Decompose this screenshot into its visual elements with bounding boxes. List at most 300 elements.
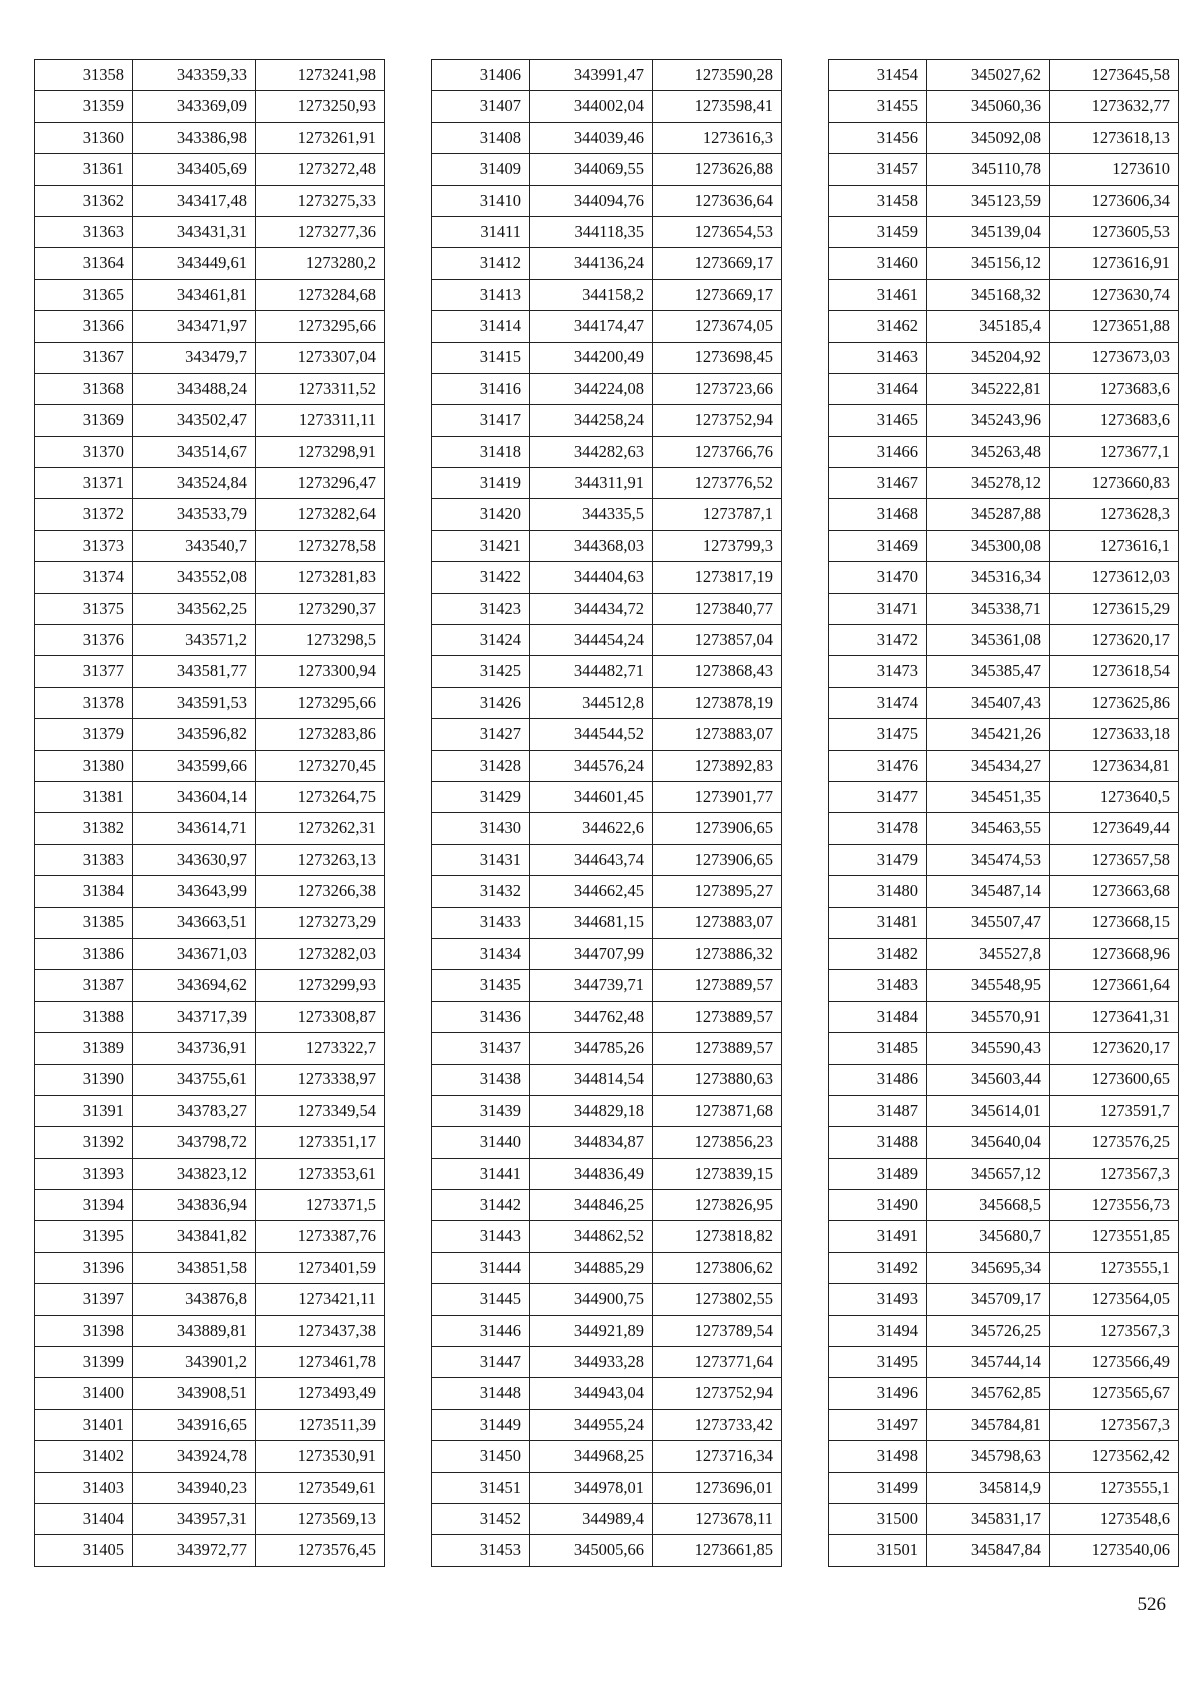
table-row [432, 1127, 782, 1158]
table-row [829, 1158, 1179, 1189]
y-coordinate-cell: 1273889,57 [653, 1001, 782, 1032]
point-number-cell: 31445 [432, 1284, 530, 1315]
y-coordinate-cell: 1273461,78 [256, 1347, 385, 1378]
y-coordinate-cell: 1273610 [1050, 154, 1179, 185]
table-row [432, 436, 782, 467]
table-row [829, 279, 1179, 310]
table-row [432, 813, 782, 844]
x-coordinate-cell: 343359,33 [133, 60, 256, 91]
point-number-cell: 31400 [35, 1378, 133, 1409]
y-coordinate-cell: 1273878,19 [653, 687, 782, 718]
table-row [432, 970, 782, 1001]
y-coordinate-cell: 1273856,23 [653, 1127, 782, 1158]
table-row [432, 185, 782, 216]
x-coordinate-cell: 343479,7 [133, 342, 256, 373]
point-number-cell: 31430 [432, 813, 530, 844]
point-number-cell: 31381 [35, 781, 133, 812]
point-number-cell: 31470 [829, 562, 927, 593]
point-number-cell: 31452 [432, 1503, 530, 1534]
point-number-cell: 31419 [432, 468, 530, 499]
x-coordinate-cell: 344368,03 [530, 530, 653, 561]
y-coordinate-cell: 1273616,3 [653, 122, 782, 153]
y-coordinate-cell: 1273555,1 [1050, 1472, 1179, 1503]
x-coordinate-cell: 343836,94 [133, 1190, 256, 1221]
table-row [35, 499, 385, 530]
y-coordinate-cell: 1273270,45 [256, 750, 385, 781]
x-coordinate-cell: 343552,08 [133, 562, 256, 593]
x-coordinate-cell: 345527,8 [927, 938, 1050, 969]
point-number-cell: 31411 [432, 216, 530, 247]
table-row [829, 1472, 1179, 1503]
coordinate-table-body [432, 60, 782, 1567]
point-number-cell: 31461 [829, 279, 927, 310]
point-number-cell: 31465 [829, 405, 927, 436]
y-coordinate-cell: 1273615,29 [1050, 593, 1179, 624]
table-row [35, 405, 385, 436]
point-number-cell: 31386 [35, 938, 133, 969]
table-row [432, 1064, 782, 1095]
point-number-cell: 31373 [35, 530, 133, 561]
table-row [829, 844, 1179, 875]
x-coordinate-cell: 343524,84 [133, 468, 256, 499]
table-row [432, 279, 782, 310]
point-number-cell: 31423 [432, 593, 530, 624]
y-coordinate-cell: 1273322,7 [256, 1033, 385, 1064]
y-coordinate-cell: 1273264,75 [256, 781, 385, 812]
y-coordinate-cell: 1273555,1 [1050, 1252, 1179, 1283]
table-row [432, 1033, 782, 1064]
table-row [432, 781, 782, 812]
table-row [35, 1252, 385, 1283]
point-number-cell: 31496 [829, 1378, 927, 1409]
point-number-cell: 31489 [829, 1158, 927, 1189]
y-coordinate-cell: 1273906,65 [653, 844, 782, 875]
y-coordinate-cell: 1273567,3 [1050, 1158, 1179, 1189]
y-coordinate-cell: 1273625,86 [1050, 687, 1179, 718]
table-row [35, 1472, 385, 1503]
x-coordinate-cell: 344885,29 [530, 1252, 653, 1283]
table-row [432, 1472, 782, 1503]
y-coordinate-cell: 1273351,17 [256, 1127, 385, 1158]
y-coordinate-cell: 1273668,15 [1050, 907, 1179, 938]
point-number-cell: 31367 [35, 342, 133, 373]
y-coordinate-cell: 1273295,66 [256, 311, 385, 342]
x-coordinate-cell: 345316,34 [927, 562, 1050, 593]
point-number-cell: 31436 [432, 1001, 530, 1032]
y-coordinate-cell: 1273802,55 [653, 1284, 782, 1315]
x-coordinate-cell: 343604,14 [133, 781, 256, 812]
table-row [35, 1409, 385, 1440]
table-row [35, 1221, 385, 1252]
x-coordinate-cell: 345762,85 [927, 1378, 1050, 1409]
y-coordinate-cell: 1273549,61 [256, 1472, 385, 1503]
table-row [829, 468, 1179, 499]
x-coordinate-cell: 343405,69 [133, 154, 256, 185]
point-number-cell: 31398 [35, 1315, 133, 1346]
x-coordinate-cell: 345726,25 [927, 1315, 1050, 1346]
point-number-cell: 31431 [432, 844, 530, 875]
y-coordinate-cell: 1273806,62 [653, 1252, 782, 1283]
x-coordinate-cell: 344989,4 [530, 1503, 653, 1534]
table-row [35, 1158, 385, 1189]
x-coordinate-cell: 343417,48 [133, 185, 256, 216]
table-row [829, 1347, 1179, 1378]
y-coordinate-cell: 1273766,76 [653, 436, 782, 467]
y-coordinate-cell: 1273698,45 [653, 342, 782, 373]
y-coordinate-cell: 1273818,82 [653, 1221, 782, 1252]
y-coordinate-cell: 1273889,57 [653, 970, 782, 1001]
point-number-cell: 31447 [432, 1347, 530, 1378]
x-coordinate-cell: 345361,08 [927, 625, 1050, 656]
point-number-cell: 31365 [35, 279, 133, 310]
x-coordinate-cell: 345421,26 [927, 719, 1050, 750]
point-number-cell: 31420 [432, 499, 530, 530]
y-coordinate-cell: 1273566,49 [1050, 1347, 1179, 1378]
point-number-cell: 31374 [35, 562, 133, 593]
point-number-cell: 31393 [35, 1158, 133, 1189]
x-coordinate-cell: 344576,24 [530, 750, 653, 781]
point-number-cell: 31497 [829, 1409, 927, 1440]
x-coordinate-cell: 343431,31 [133, 216, 256, 247]
y-coordinate-cell: 1273298,91 [256, 436, 385, 467]
table-row [829, 216, 1179, 247]
point-number-cell: 31379 [35, 719, 133, 750]
table-row [35, 687, 385, 718]
table-row [829, 1221, 1179, 1252]
table-row [829, 436, 1179, 467]
table-row [432, 625, 782, 656]
table-row [35, 373, 385, 404]
point-number-cell: 31462 [829, 311, 927, 342]
table-row [35, 938, 385, 969]
point-number-cell: 31442 [432, 1190, 530, 1221]
table-row [35, 625, 385, 656]
point-number-cell: 31473 [829, 656, 927, 687]
y-coordinate-cell: 1273556,73 [1050, 1190, 1179, 1221]
table-row [829, 60, 1179, 91]
point-number-cell: 31417 [432, 405, 530, 436]
x-coordinate-cell: 343591,53 [133, 687, 256, 718]
y-coordinate-cell: 1273892,83 [653, 750, 782, 781]
point-number-cell: 31384 [35, 876, 133, 907]
y-coordinate-cell: 1273273,29 [256, 907, 385, 938]
point-number-cell: 31491 [829, 1221, 927, 1252]
x-coordinate-cell: 345487,14 [927, 876, 1050, 907]
y-coordinate-cell: 1273641,31 [1050, 1001, 1179, 1032]
y-coordinate-cell: 1273616,1 [1050, 530, 1179, 561]
x-coordinate-cell: 343991,47 [530, 60, 653, 91]
x-coordinate-cell: 345338,71 [927, 593, 1050, 624]
point-number-cell: 31457 [829, 154, 927, 185]
table-row [35, 248, 385, 279]
x-coordinate-cell: 345814,9 [927, 1472, 1050, 1503]
table-row [829, 907, 1179, 938]
x-coordinate-cell: 344846,25 [530, 1190, 653, 1221]
point-number-cell: 31437 [432, 1033, 530, 1064]
point-number-cell: 31406 [432, 60, 530, 91]
y-coordinate-cell: 1273606,34 [1050, 185, 1179, 216]
point-number-cell: 31460 [829, 248, 927, 279]
point-number-cell: 31399 [35, 1347, 133, 1378]
x-coordinate-cell: 345451,35 [927, 781, 1050, 812]
x-coordinate-cell: 345407,43 [927, 687, 1050, 718]
y-coordinate-cell: 1273493,49 [256, 1378, 385, 1409]
x-coordinate-cell: 343471,97 [133, 311, 256, 342]
x-coordinate-cell: 343957,31 [133, 1503, 256, 1534]
y-coordinate-cell: 1273616,91 [1050, 248, 1179, 279]
y-coordinate-cell: 1273840,77 [653, 593, 782, 624]
y-coordinate-cell: 1273789,54 [653, 1315, 782, 1346]
table-row [35, 122, 385, 153]
table-row [35, 1347, 385, 1378]
y-coordinate-cell: 1273683,6 [1050, 373, 1179, 404]
y-coordinate-cell: 1273298,5 [256, 625, 385, 656]
table-row [829, 813, 1179, 844]
y-coordinate-cell: 1273281,83 [256, 562, 385, 593]
table-row [432, 1190, 782, 1221]
y-coordinate-cell: 1273548,6 [1050, 1503, 1179, 1534]
point-number-cell: 31390 [35, 1064, 133, 1095]
point-number-cell: 31459 [829, 216, 927, 247]
point-number-cell: 31480 [829, 876, 927, 907]
point-number-cell: 31433 [432, 907, 530, 938]
table-row [829, 781, 1179, 812]
x-coordinate-cell: 343643,99 [133, 876, 256, 907]
table-row [829, 311, 1179, 342]
y-coordinate-cell: 1273278,58 [256, 530, 385, 561]
table-row [432, 1252, 782, 1283]
y-coordinate-cell: 1273669,17 [653, 279, 782, 310]
table-row [35, 750, 385, 781]
point-number-cell: 31441 [432, 1158, 530, 1189]
y-coordinate-cell: 1273626,88 [653, 154, 782, 185]
x-coordinate-cell: 344434,72 [530, 593, 653, 624]
point-number-cell: 31495 [829, 1347, 927, 1378]
table-row [829, 1033, 1179, 1064]
point-number-cell: 31366 [35, 311, 133, 342]
table-row [35, 154, 385, 185]
table-row [829, 1535, 1179, 1566]
table-row [829, 876, 1179, 907]
x-coordinate-cell: 345744,14 [927, 1347, 1050, 1378]
table-row [829, 499, 1179, 530]
point-number-cell: 31375 [35, 593, 133, 624]
point-number-cell: 31443 [432, 1221, 530, 1252]
table-row [829, 1378, 1179, 1409]
x-coordinate-cell: 345570,91 [927, 1001, 1050, 1032]
table-row [35, 1284, 385, 1315]
x-coordinate-cell: 344200,49 [530, 342, 653, 373]
y-coordinate-cell: 1273857,04 [653, 625, 782, 656]
x-coordinate-cell: 343908,51 [133, 1378, 256, 1409]
x-coordinate-cell: 345300,08 [927, 530, 1050, 561]
y-coordinate-cell: 1273677,1 [1050, 436, 1179, 467]
y-coordinate-cell: 1273275,33 [256, 185, 385, 216]
x-coordinate-cell: 343502,47 [133, 405, 256, 436]
point-number-cell: 31421 [432, 530, 530, 561]
y-coordinate-cell: 1273661,85 [653, 1535, 782, 1566]
y-coordinate-cell: 1273716,34 [653, 1441, 782, 1472]
point-number-cell: 31444 [432, 1252, 530, 1283]
y-coordinate-cell: 1273640,5 [1050, 781, 1179, 812]
x-coordinate-cell: 343940,23 [133, 1472, 256, 1503]
table-row [432, 656, 782, 687]
x-coordinate-cell: 343571,2 [133, 625, 256, 656]
table-row [432, 1158, 782, 1189]
y-coordinate-cell: 1273752,94 [653, 1378, 782, 1409]
x-coordinate-cell: 345603,44 [927, 1064, 1050, 1095]
point-number-cell: 31369 [35, 405, 133, 436]
table-row [35, 216, 385, 247]
table-row [432, 907, 782, 938]
x-coordinate-cell: 345123,59 [927, 185, 1050, 216]
y-coordinate-cell: 1273889,57 [653, 1033, 782, 1064]
point-number-cell: 31387 [35, 970, 133, 1001]
y-coordinate-cell: 1273906,65 [653, 813, 782, 844]
x-coordinate-cell: 344943,04 [530, 1378, 653, 1409]
table-row [432, 1221, 782, 1252]
point-number-cell: 31484 [829, 1001, 927, 1032]
y-coordinate-cell: 1273669,17 [653, 248, 782, 279]
y-coordinate-cell: 1273633,18 [1050, 719, 1179, 750]
point-number-cell: 31422 [432, 562, 530, 593]
y-coordinate-cell: 1273696,01 [653, 1472, 782, 1503]
point-number-cell: 31382 [35, 813, 133, 844]
table-row [432, 719, 782, 750]
x-coordinate-cell: 344136,24 [530, 248, 653, 279]
y-coordinate-cell: 1273296,47 [256, 468, 385, 499]
point-number-cell: 31416 [432, 373, 530, 404]
y-coordinate-cell: 1273901,77 [653, 781, 782, 812]
point-number-cell: 31435 [432, 970, 530, 1001]
table-row [35, 342, 385, 373]
y-coordinate-cell: 1273733,42 [653, 1409, 782, 1440]
point-number-cell: 31388 [35, 1001, 133, 1032]
y-coordinate-cell: 1273567,3 [1050, 1409, 1179, 1440]
table-row [35, 813, 385, 844]
point-number-cell: 31479 [829, 844, 927, 875]
table-row [432, 154, 782, 185]
table-row [829, 593, 1179, 624]
coordinate-table-1 [34, 59, 385, 1567]
point-number-cell: 31395 [35, 1221, 133, 1252]
x-coordinate-cell: 344094,76 [530, 185, 653, 216]
y-coordinate-cell: 1273565,67 [1050, 1378, 1179, 1409]
point-number-cell: 31364 [35, 248, 133, 279]
point-number-cell: 31501 [829, 1535, 927, 1566]
table-row [829, 687, 1179, 718]
table-row [432, 311, 782, 342]
y-coordinate-cell: 1273632,77 [1050, 91, 1179, 122]
y-coordinate-cell: 1273657,58 [1050, 844, 1179, 875]
table-row [35, 907, 385, 938]
y-coordinate-cell: 1273868,43 [653, 656, 782, 687]
point-number-cell: 31478 [829, 813, 927, 844]
point-number-cell: 31389 [35, 1033, 133, 1064]
y-coordinate-cell: 1273282,03 [256, 938, 385, 969]
x-coordinate-cell: 344681,15 [530, 907, 653, 938]
table-row [35, 1033, 385, 1064]
y-coordinate-cell: 1273628,3 [1050, 499, 1179, 530]
table-row [35, 1190, 385, 1221]
point-number-cell: 31385 [35, 907, 133, 938]
point-number-cell: 31499 [829, 1472, 927, 1503]
y-coordinate-cell: 1273551,85 [1050, 1221, 1179, 1252]
table-row [35, 876, 385, 907]
x-coordinate-cell: 343461,81 [133, 279, 256, 310]
y-coordinate-cell: 1273649,44 [1050, 813, 1179, 844]
y-coordinate-cell: 1273576,25 [1050, 1127, 1179, 1158]
table-row [432, 468, 782, 499]
table-row [829, 1409, 1179, 1440]
table-row [829, 1190, 1179, 1221]
table-row [432, 1001, 782, 1032]
x-coordinate-cell: 343581,77 [133, 656, 256, 687]
coordinate-table-body [35, 60, 385, 1567]
table-row [35, 1127, 385, 1158]
table-row [432, 60, 782, 91]
table-row [432, 499, 782, 530]
y-coordinate-cell: 1273530,91 [256, 1441, 385, 1472]
y-coordinate-cell: 1273263,13 [256, 844, 385, 875]
y-coordinate-cell: 1273598,41 [653, 91, 782, 122]
y-coordinate-cell: 1273634,81 [1050, 750, 1179, 781]
y-coordinate-cell: 1273564,05 [1050, 1284, 1179, 1315]
y-coordinate-cell: 1273660,83 [1050, 468, 1179, 499]
y-coordinate-cell: 1273421,11 [256, 1284, 385, 1315]
table-row [829, 562, 1179, 593]
point-number-cell: 31376 [35, 625, 133, 656]
table-row [829, 342, 1179, 373]
x-coordinate-cell: 343798,72 [133, 1127, 256, 1158]
x-coordinate-cell: 343514,67 [133, 436, 256, 467]
x-coordinate-cell: 344118,35 [530, 216, 653, 247]
y-coordinate-cell: 1273618,13 [1050, 122, 1179, 153]
x-coordinate-cell: 343783,27 [133, 1095, 256, 1126]
point-number-cell: 31401 [35, 1409, 133, 1440]
point-number-cell: 31494 [829, 1315, 927, 1346]
y-coordinate-cell: 1273771,64 [653, 1347, 782, 1378]
y-coordinate-cell: 1273663,68 [1050, 876, 1179, 907]
point-number-cell: 31464 [829, 373, 927, 404]
point-number-cell: 31482 [829, 938, 927, 969]
table-row [35, 60, 385, 91]
y-coordinate-cell: 1273723,66 [653, 373, 782, 404]
x-coordinate-cell: 344968,25 [530, 1441, 653, 1472]
point-number-cell: 31463 [829, 342, 927, 373]
x-coordinate-cell: 344224,08 [530, 373, 653, 404]
x-coordinate-cell: 345185,4 [927, 311, 1050, 342]
x-coordinate-cell: 344601,45 [530, 781, 653, 812]
y-coordinate-cell: 1273300,94 [256, 656, 385, 687]
x-coordinate-cell: 345168,32 [927, 279, 1050, 310]
point-number-cell: 31427 [432, 719, 530, 750]
x-coordinate-cell: 344900,75 [530, 1284, 653, 1315]
x-coordinate-cell: 344834,87 [530, 1127, 653, 1158]
table-row [432, 750, 782, 781]
y-coordinate-cell: 1273437,38 [256, 1315, 385, 1346]
point-number-cell: 31451 [432, 1472, 530, 1503]
table-row [829, 1315, 1179, 1346]
x-coordinate-cell: 343488,24 [133, 373, 256, 404]
point-number-cell: 31361 [35, 154, 133, 185]
x-coordinate-cell: 345847,84 [927, 1535, 1050, 1566]
x-coordinate-cell: 345709,17 [927, 1284, 1050, 1315]
y-coordinate-cell: 1273299,93 [256, 970, 385, 1001]
y-coordinate-cell: 1273620,17 [1050, 1033, 1179, 1064]
y-coordinate-cell: 1273387,76 [256, 1221, 385, 1252]
table-row [35, 91, 385, 122]
